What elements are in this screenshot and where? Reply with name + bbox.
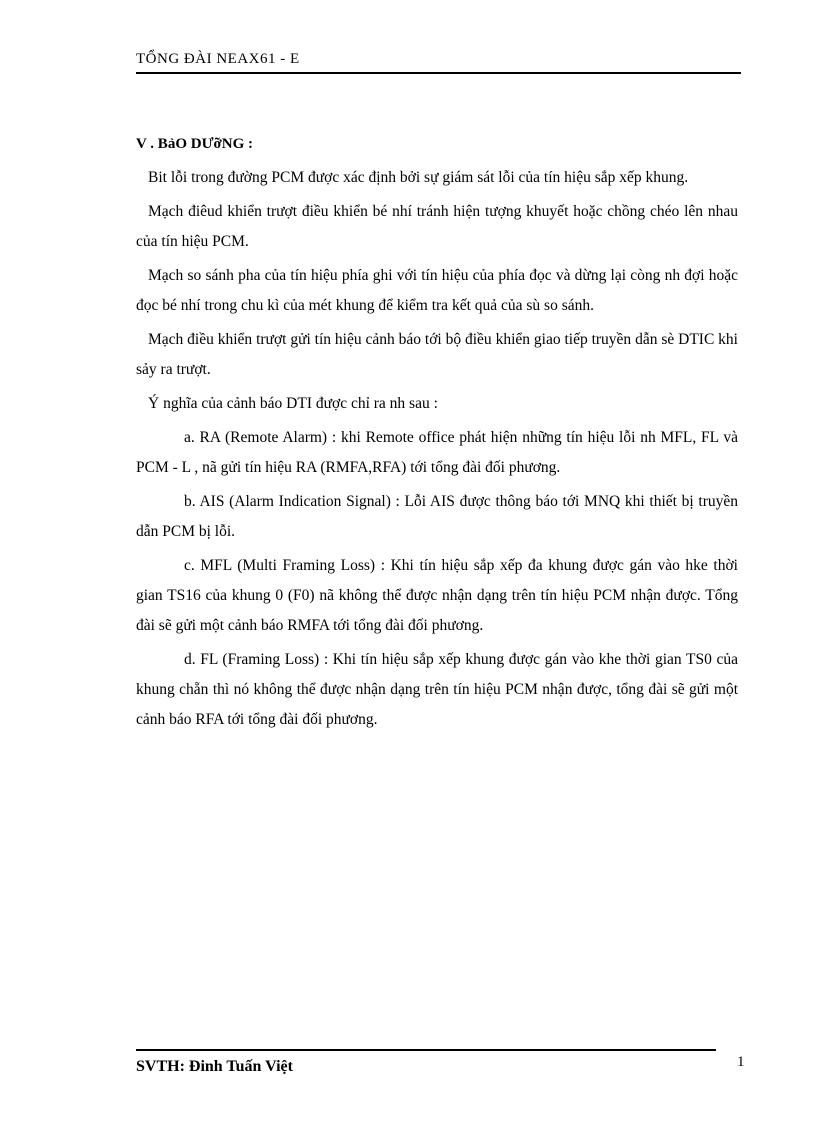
paragraph: Mạch điều khiển trượt gửi tín hiệu cảnh báo tới bộ điều khiển giao tiếp truyền dẫn sè DTIC khi sảy ra trượt.: [136, 331, 738, 378]
list-item: c. MFL (Multi Framing Loss) : Khi tín hiệu sắp xếp đa khung được gán vào hke thời gian TS16 của khung 0 (F0) nã không thể được nhận dạng trên tín hiệu PCM nhận được. Tổng đài sẽ gửi một cảnh báo RMFA tới tổng đài đối phương.: [136, 557, 738, 634]
page-footer: [136, 1049, 716, 1075]
page-number: 1: [737, 1054, 745, 1070]
list-item: b. AIS (Alarm Indication Signal) : Lỗi AIS được thông báo tới MNQ khi thiết bị truyền dẫn PCM bị lỗi.: [136, 493, 738, 540]
section-title: V . BảO DƯỡNG :: [136, 136, 254, 152]
document-body: [136, 133, 738, 739]
list-item: d. FL (Framing Loss) : Khi tín hiệu sắp xếp khung được gán vào khe thời gian TS0 của khung chẵn thì nó không thể được nhận dạng trên tín hiệu PCM nhận được, tổng đài sẽ gửi một cảnh báo RFA tới tổng đài đối phương.: [136, 651, 738, 728]
footer-author: SVTH: Đinh Tuấn Việt: [136, 1058, 293, 1075]
paragraph: Mạch điêud khiển trượt điều khiển bé nhí tránh hiện tượng khuyết hoặc chồng chéo lên nhau của tín hiệu PCM.: [136, 203, 738, 250]
paragraph: Ý nghĩa của cảnh báo DTI được chỉ ra nh sau :: [148, 395, 438, 412]
paragraph: Mạch so sánh pha của tín hiệu phía ghi với tín hiệu của phía đọc và dừng lại còng nh đợi hoặc đọc bé nhí trong chu kì của mét khung để kiểm tra kết quả của sù so sánh.: [136, 267, 738, 314]
list-item: a. RA (Remote Alarm) : khi Remote office phát hiện những tín hiệu lỗi nh MFL, FL và PCM - L , nã gửi tín hiệu RA (RMFA,RFA) tới tổng đài đối phương.: [136, 429, 738, 476]
header-title: TỔNG ĐÀI NEAX61 - E: [136, 51, 300, 67]
paragraph: Bit lỗi trong đường PCM được xác định bởi sự giám sát lỗi của tín hiệu sắp xếp khung.: [148, 169, 689, 186]
page-header: [136, 50, 741, 74]
